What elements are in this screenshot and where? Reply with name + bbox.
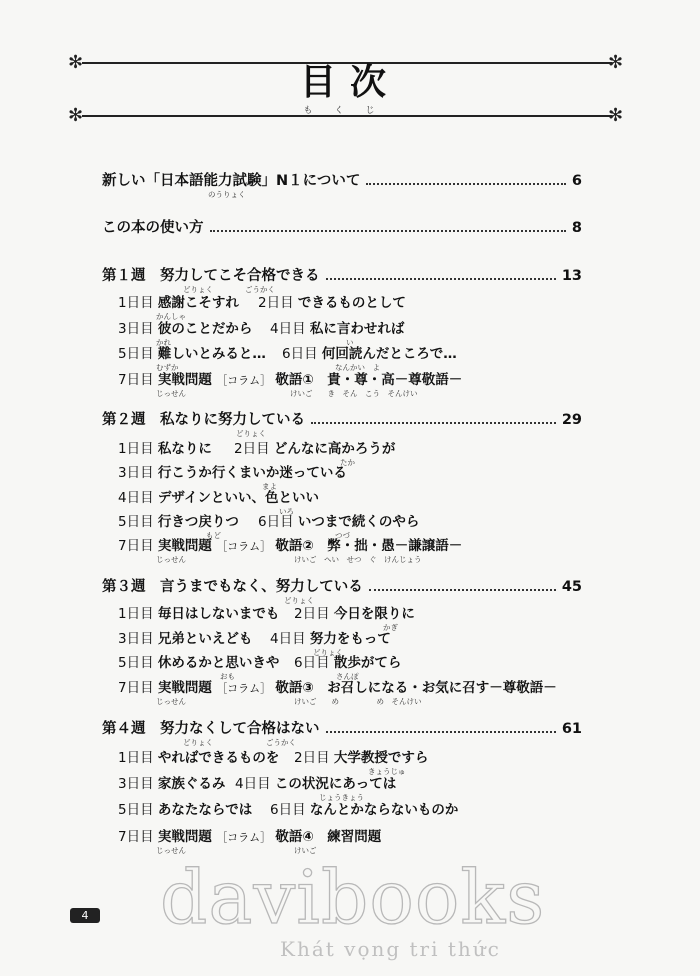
- day-row[interactable]: [294, 749, 428, 767]
- day-label: 2日目: [234, 441, 270, 457]
- day-row[interactable]: [270, 630, 391, 648]
- toc-page-number: 6: [571, 173, 582, 189]
- ruby-text: かぎ: [383, 623, 398, 632]
- day-row[interactable]: [282, 345, 457, 363]
- toc-entry-shiken[interactable]: [102, 172, 582, 190]
- ruby-text: どりょく: [284, 596, 314, 605]
- day-topic: 私なりに: [157, 441, 212, 457]
- column-topic: 敬語② 弊・拙・愚－謙譲語－: [275, 538, 463, 554]
- watermark-brand: davibooks: [160, 855, 546, 941]
- day-topic: やればできるものを: [157, 750, 280, 766]
- day-label: 7日目: [118, 372, 154, 388]
- day-label: 6日目: [282, 346, 318, 362]
- ruby-text: どりょく: [313, 648, 343, 657]
- ruby-text: どりょく: [183, 738, 213, 747]
- ruby-text: のうりょく: [208, 190, 246, 199]
- toc-page-number: 13: [561, 268, 582, 284]
- ruby-text: けいご へい せつ ぐ けんじょう: [294, 555, 422, 564]
- toc-week-4[interactable]: [102, 720, 582, 738]
- day-label: 4日目: [235, 776, 271, 792]
- ruby-text: むずか: [156, 363, 179, 372]
- day-topic: 家族ぐるみ: [157, 776, 226, 792]
- asterisk-icon: ✻: [68, 52, 84, 73]
- day-topic: なんとかならないものか: [309, 802, 459, 818]
- day-row[interactable]: [258, 513, 419, 531]
- day-label: 2日目: [294, 606, 330, 622]
- ruby-text: きょうじゅ: [368, 767, 406, 776]
- ruby-text: まよ: [262, 482, 277, 491]
- ruby-text: かんしゃ: [156, 312, 186, 321]
- toc-entry-tsukaikata[interactable]: [102, 219, 582, 237]
- leader-dots: [311, 412, 556, 424]
- day-row[interactable]: [118, 489, 319, 507]
- day-row[interactable]: [118, 320, 252, 338]
- day-row[interactable]: [118, 679, 557, 698]
- ruby-text: けいご き そん こう そんけい: [290, 389, 418, 398]
- week-title: 言うまでもなく、努力している: [160, 579, 363, 595]
- day-topic: デザインといい、色といい: [157, 490, 319, 506]
- day-row[interactable]: [235, 775, 396, 793]
- day-label: 6日目: [270, 802, 306, 818]
- ruby-text: おも: [220, 672, 235, 681]
- column-label: ［コラム］: [216, 374, 272, 387]
- week-title: 努力なくして合格はない: [160, 721, 320, 737]
- day-topic: 行こうか行くまいか迷っている: [157, 465, 347, 481]
- day-row[interactable]: [294, 605, 415, 623]
- day-label: 1日目: [118, 441, 154, 457]
- ruby-text: つづ: [335, 531, 350, 540]
- ruby-text: いろ: [279, 507, 294, 516]
- day-row[interactable]: [118, 801, 252, 819]
- day-topic: 難しいとみると…: [157, 346, 266, 362]
- day-row[interactable]: [118, 440, 212, 458]
- ruby-text: じっせん: [156, 389, 186, 398]
- day-label: 3日目: [118, 631, 154, 647]
- day-row[interactable]: [118, 630, 252, 648]
- day-row[interactable]: [118, 294, 239, 312]
- toc-page-number: 8: [571, 220, 582, 236]
- page-title-ruby: もくじ: [303, 106, 397, 116]
- day-label: 5日目: [118, 346, 154, 362]
- toc-week-1[interactable]: [102, 267, 582, 285]
- day-topic: こそすれ: [184, 295, 239, 311]
- day-label: 2日目: [258, 295, 294, 311]
- day-label: 7日目: [118, 680, 154, 696]
- day-label: 3日目: [118, 321, 154, 337]
- day-label: 7日目: [118, 829, 154, 845]
- day-row[interactable]: [118, 345, 266, 363]
- toc-entry-label: 新しい「日本語能力試験」N１について: [102, 173, 361, 189]
- day-topic: 実戦問題: [157, 538, 212, 554]
- day-label: 5日目: [118, 655, 154, 671]
- day-label: 3日目: [118, 776, 154, 792]
- asterisk-icon: ✻: [608, 105, 624, 126]
- ruby-text: なんかい よ: [335, 363, 380, 372]
- ruby-text: ごうかく: [245, 285, 275, 294]
- day-label: 1日目: [118, 295, 154, 311]
- column-label: ［コラム］: [216, 831, 272, 844]
- leader-dots: [326, 721, 556, 733]
- day-label: 4日目: [270, 321, 306, 337]
- day-label: 4日目: [270, 631, 306, 647]
- ruby-text: じっせん: [156, 697, 186, 706]
- ruby-text: じっせん: [156, 555, 186, 564]
- day-row[interactable]: [270, 801, 458, 819]
- week-title: 努力してこそ合格できる: [160, 268, 320, 284]
- ruby-text: もど: [206, 531, 221, 540]
- day-topic: この状況にあっては: [274, 776, 397, 792]
- day-topic: 今日を限りに: [333, 606, 415, 622]
- day-row[interactable]: [234, 440, 395, 458]
- ruby-text: たか: [340, 458, 355, 467]
- day-topic: 何回読んだところで…: [321, 346, 457, 362]
- day-topic: 行きつ戻りつ: [157, 514, 239, 530]
- ruby-text: けいご め め そんけい: [294, 697, 422, 706]
- ruby-text: かれ: [156, 338, 171, 347]
- day-label: 1日目: [118, 750, 154, 766]
- day-label: 7日目: [118, 538, 154, 554]
- week-label: 第２週: [102, 412, 146, 428]
- column-topic: 敬語③ お召しになる・お気に召す－尊敬語－: [275, 680, 557, 696]
- leader-dots: [366, 173, 566, 185]
- ruby-text: どりょく: [183, 285, 213, 294]
- column-topic: 敬語④ 練習問題: [275, 829, 382, 845]
- toc-page-number: 45: [561, 579, 582, 595]
- day-label: 3日目: [118, 465, 154, 481]
- ruby-text: さんぽ: [336, 672, 359, 681]
- day-topic: 私に言わせれば: [309, 321, 405, 337]
- column-label: ［コラム］: [216, 682, 272, 695]
- day-row[interactable]: [118, 371, 462, 390]
- week-title: 私なりに努力している: [160, 412, 305, 428]
- ruby-text: どりょく: [236, 429, 266, 438]
- ruby-text: い: [346, 338, 354, 347]
- day-label: 5日目: [118, 514, 154, 530]
- day-topic: 努力をもって: [309, 631, 391, 647]
- day-row[interactable]: [118, 749, 279, 767]
- day-topic: 彼のことだから: [157, 321, 253, 337]
- column-topic: 敬語① 貴・尊・高－尊敬語－: [275, 372, 463, 388]
- day-topic: 実戦問題: [157, 680, 212, 696]
- ruby-text: けいご: [294, 846, 317, 855]
- day-row[interactable]: [118, 605, 279, 623]
- day-row[interactable]: [294, 654, 401, 672]
- day-topic: 感謝: [157, 295, 185, 311]
- day-row[interactable]: [270, 320, 404, 338]
- day-row[interactable]: [118, 654, 279, 672]
- day-label: 2日目: [294, 750, 330, 766]
- column-label: ［コラム］: [216, 540, 272, 553]
- day-topic: 実戦問題: [157, 829, 212, 845]
- leader-dots: [326, 268, 556, 280]
- leader-dots: [369, 579, 556, 591]
- day-topic: できるものとして: [297, 295, 406, 311]
- day-row[interactable]: [118, 828, 381, 847]
- asterisk-icon: ✻: [68, 105, 84, 126]
- toc-page-number: 61: [561, 721, 582, 737]
- ruby-text: じょうきょう: [319, 793, 364, 802]
- toc-week-2[interactable]: [102, 411, 582, 429]
- page-number-badge: 4: [70, 908, 100, 923]
- asterisk-icon: ✻: [608, 52, 624, 73]
- page-title: 目次: [299, 62, 400, 103]
- watermark-tagline: Khát vọng tri thức: [280, 937, 501, 961]
- day-row[interactable]: [118, 537, 462, 556]
- day-topic: どんなに高かろうが: [273, 441, 396, 457]
- day-label: 1日目: [118, 606, 154, 622]
- day-row[interactable]: [118, 775, 225, 793]
- day-label: 6日目: [294, 655, 330, 671]
- week-label: 第１週: [102, 268, 146, 284]
- ruby-text: ごうかく: [266, 738, 296, 747]
- day-topic: あなたならでは: [157, 802, 253, 818]
- day-topic: 毎日はしないまでも: [157, 606, 280, 622]
- week-label: 第４週: [102, 721, 146, 737]
- day-topic: 散歩がてら: [333, 655, 402, 671]
- day-row[interactable]: [258, 294, 406, 312]
- day-topic: いつまで続くのやら: [297, 514, 420, 530]
- day-topic: 実戦問題: [157, 372, 212, 388]
- day-topic: 休めるかと思いきや: [157, 655, 280, 671]
- day-topic: 兄弟といえども: [157, 631, 253, 647]
- day-row[interactable]: [118, 464, 347, 482]
- day-label: 4日目: [118, 490, 154, 506]
- day-topic: 大学教授ですら: [333, 750, 429, 766]
- day-row[interactable]: [118, 513, 239, 531]
- day-label: 6日目: [258, 514, 294, 530]
- leader-dots: [210, 220, 566, 232]
- toc-entry-label: この本の使い方: [102, 220, 204, 236]
- week-label: 第３週: [102, 579, 146, 595]
- toc-week-3[interactable]: [102, 578, 582, 596]
- ruby-text: じっせん: [156, 846, 186, 855]
- toc-page-number: 29: [561, 412, 582, 428]
- day-label: 5日目: [118, 802, 154, 818]
